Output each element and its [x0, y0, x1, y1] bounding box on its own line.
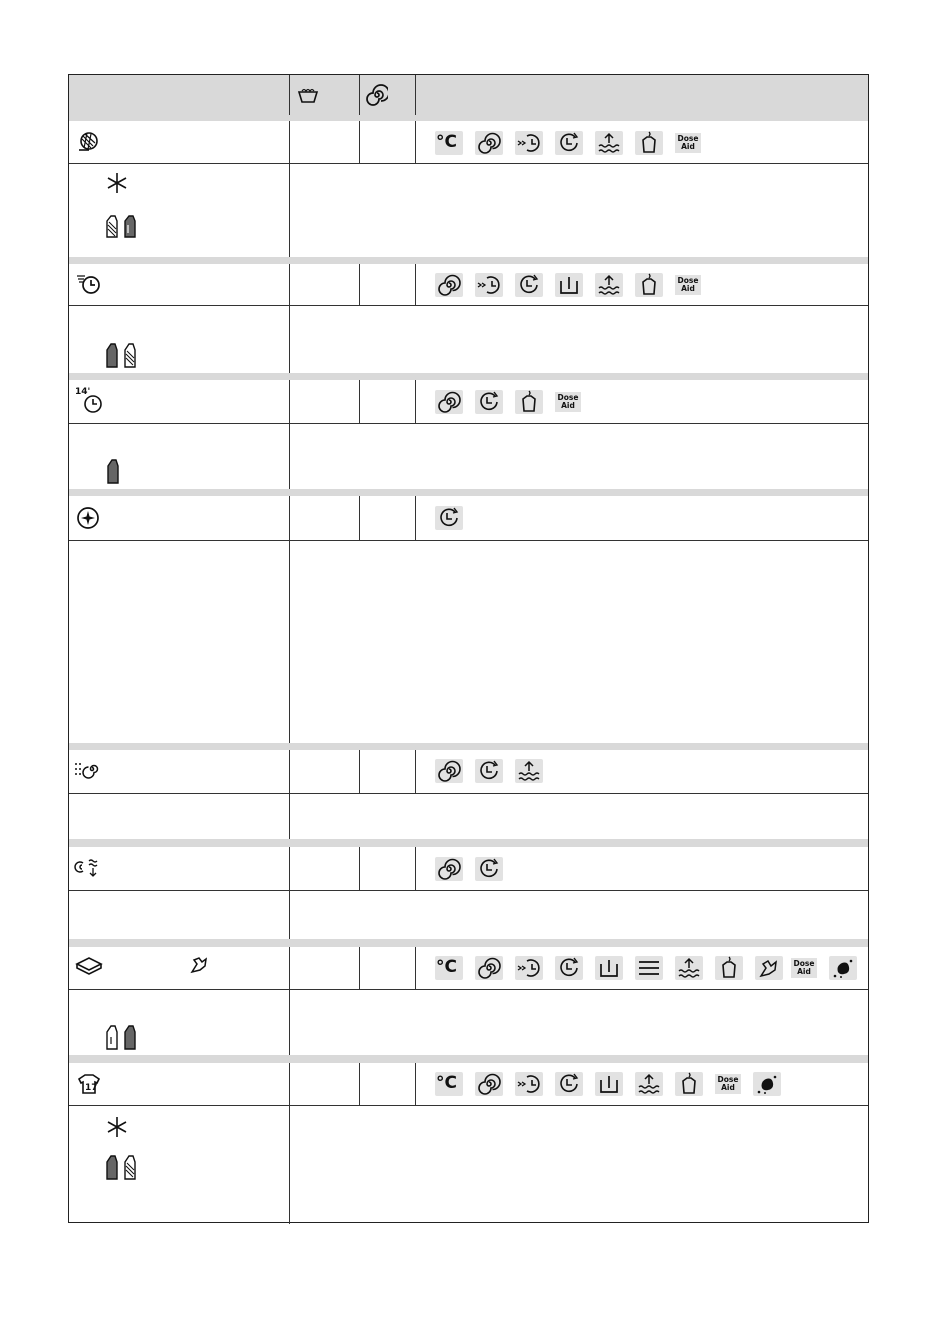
temperature-icon: °C — [435, 1072, 463, 1096]
temperature-icon: °C — [435, 956, 463, 980]
program-table — [68, 74, 869, 1223]
dose-aid-icon: Dose Aid — [791, 958, 817, 978]
stain-icon — [755, 956, 783, 980]
drain-icon — [595, 1072, 623, 1096]
detergent-bottles-icon — [103, 341, 143, 369]
quick-timer-icon — [75, 271, 103, 297]
delay-icon — [515, 273, 543, 297]
spin-icon — [475, 1072, 503, 1096]
fourteen-min-icon: 14' — [75, 387, 105, 415]
basin-wash-icon — [297, 85, 319, 105]
time-manager-icon — [515, 1072, 543, 1096]
table-header — [69, 75, 868, 115]
delay-icon — [435, 506, 463, 530]
steam-icon — [515, 390, 543, 414]
detergent-bottles-icon — [103, 1023, 143, 1051]
dose-aid-icon: Dose Aid — [675, 275, 701, 295]
dose-aid-icon: Dose Aid — [555, 392, 581, 412]
spin-icon — [435, 857, 463, 881]
delay-icon — [475, 759, 503, 783]
time-manager-icon — [515, 131, 543, 155]
stain-icon — [187, 953, 211, 977]
rinse-icon — [635, 1072, 663, 1096]
spin-drain-icon — [73, 855, 105, 881]
synthetics-icon — [73, 953, 105, 979]
time-manager-icon — [475, 273, 503, 297]
delay-icon — [475, 390, 503, 414]
steam-icon — [635, 131, 663, 155]
drain-icon — [595, 956, 623, 980]
dose-aid-icon: Dose Aid — [675, 133, 701, 153]
delay-icon — [475, 857, 503, 881]
spin-icon — [435, 390, 463, 414]
rinse-icon — [595, 131, 623, 155]
rinse-spin-icon — [73, 757, 103, 783]
steam-icon — [675, 1072, 703, 1096]
stain-drop-icon — [753, 1072, 781, 1096]
drain-icon — [555, 273, 583, 297]
steam-icon — [715, 956, 743, 980]
dose-aid-icon: Dose Aid — [715, 1074, 741, 1094]
delay-icon — [555, 1072, 583, 1096]
temperature-icon: °C — [435, 131, 463, 155]
steam-icon — [635, 273, 663, 297]
extra-rinse-icon — [635, 956, 663, 980]
rinse-icon — [595, 273, 623, 297]
spin-icon — [435, 273, 463, 297]
snowflake-icon — [105, 171, 129, 195]
detergent-bottles-icon — [103, 1153, 143, 1181]
drum-clean-icon — [75, 505, 101, 531]
detergent-bottles-icon — [103, 213, 143, 239]
time-manager-icon — [515, 956, 543, 980]
spin-icon — [365, 83, 389, 107]
stain-drop-icon — [829, 956, 857, 980]
delay-icon — [555, 131, 583, 155]
detergent-bottle-icon — [103, 457, 125, 485]
spin-icon — [475, 131, 503, 155]
rinse-icon — [515, 759, 543, 783]
svg-text:17: 17 — [85, 1083, 98, 1093]
wool-ball-icon — [75, 129, 101, 155]
shirt-17-icon — [75, 1071, 103, 1097]
rinse-icon — [675, 956, 703, 980]
delay-icon — [555, 956, 583, 980]
spin-icon — [475, 956, 503, 980]
spin-icon — [435, 759, 463, 783]
snowflake-icon — [105, 1115, 129, 1139]
